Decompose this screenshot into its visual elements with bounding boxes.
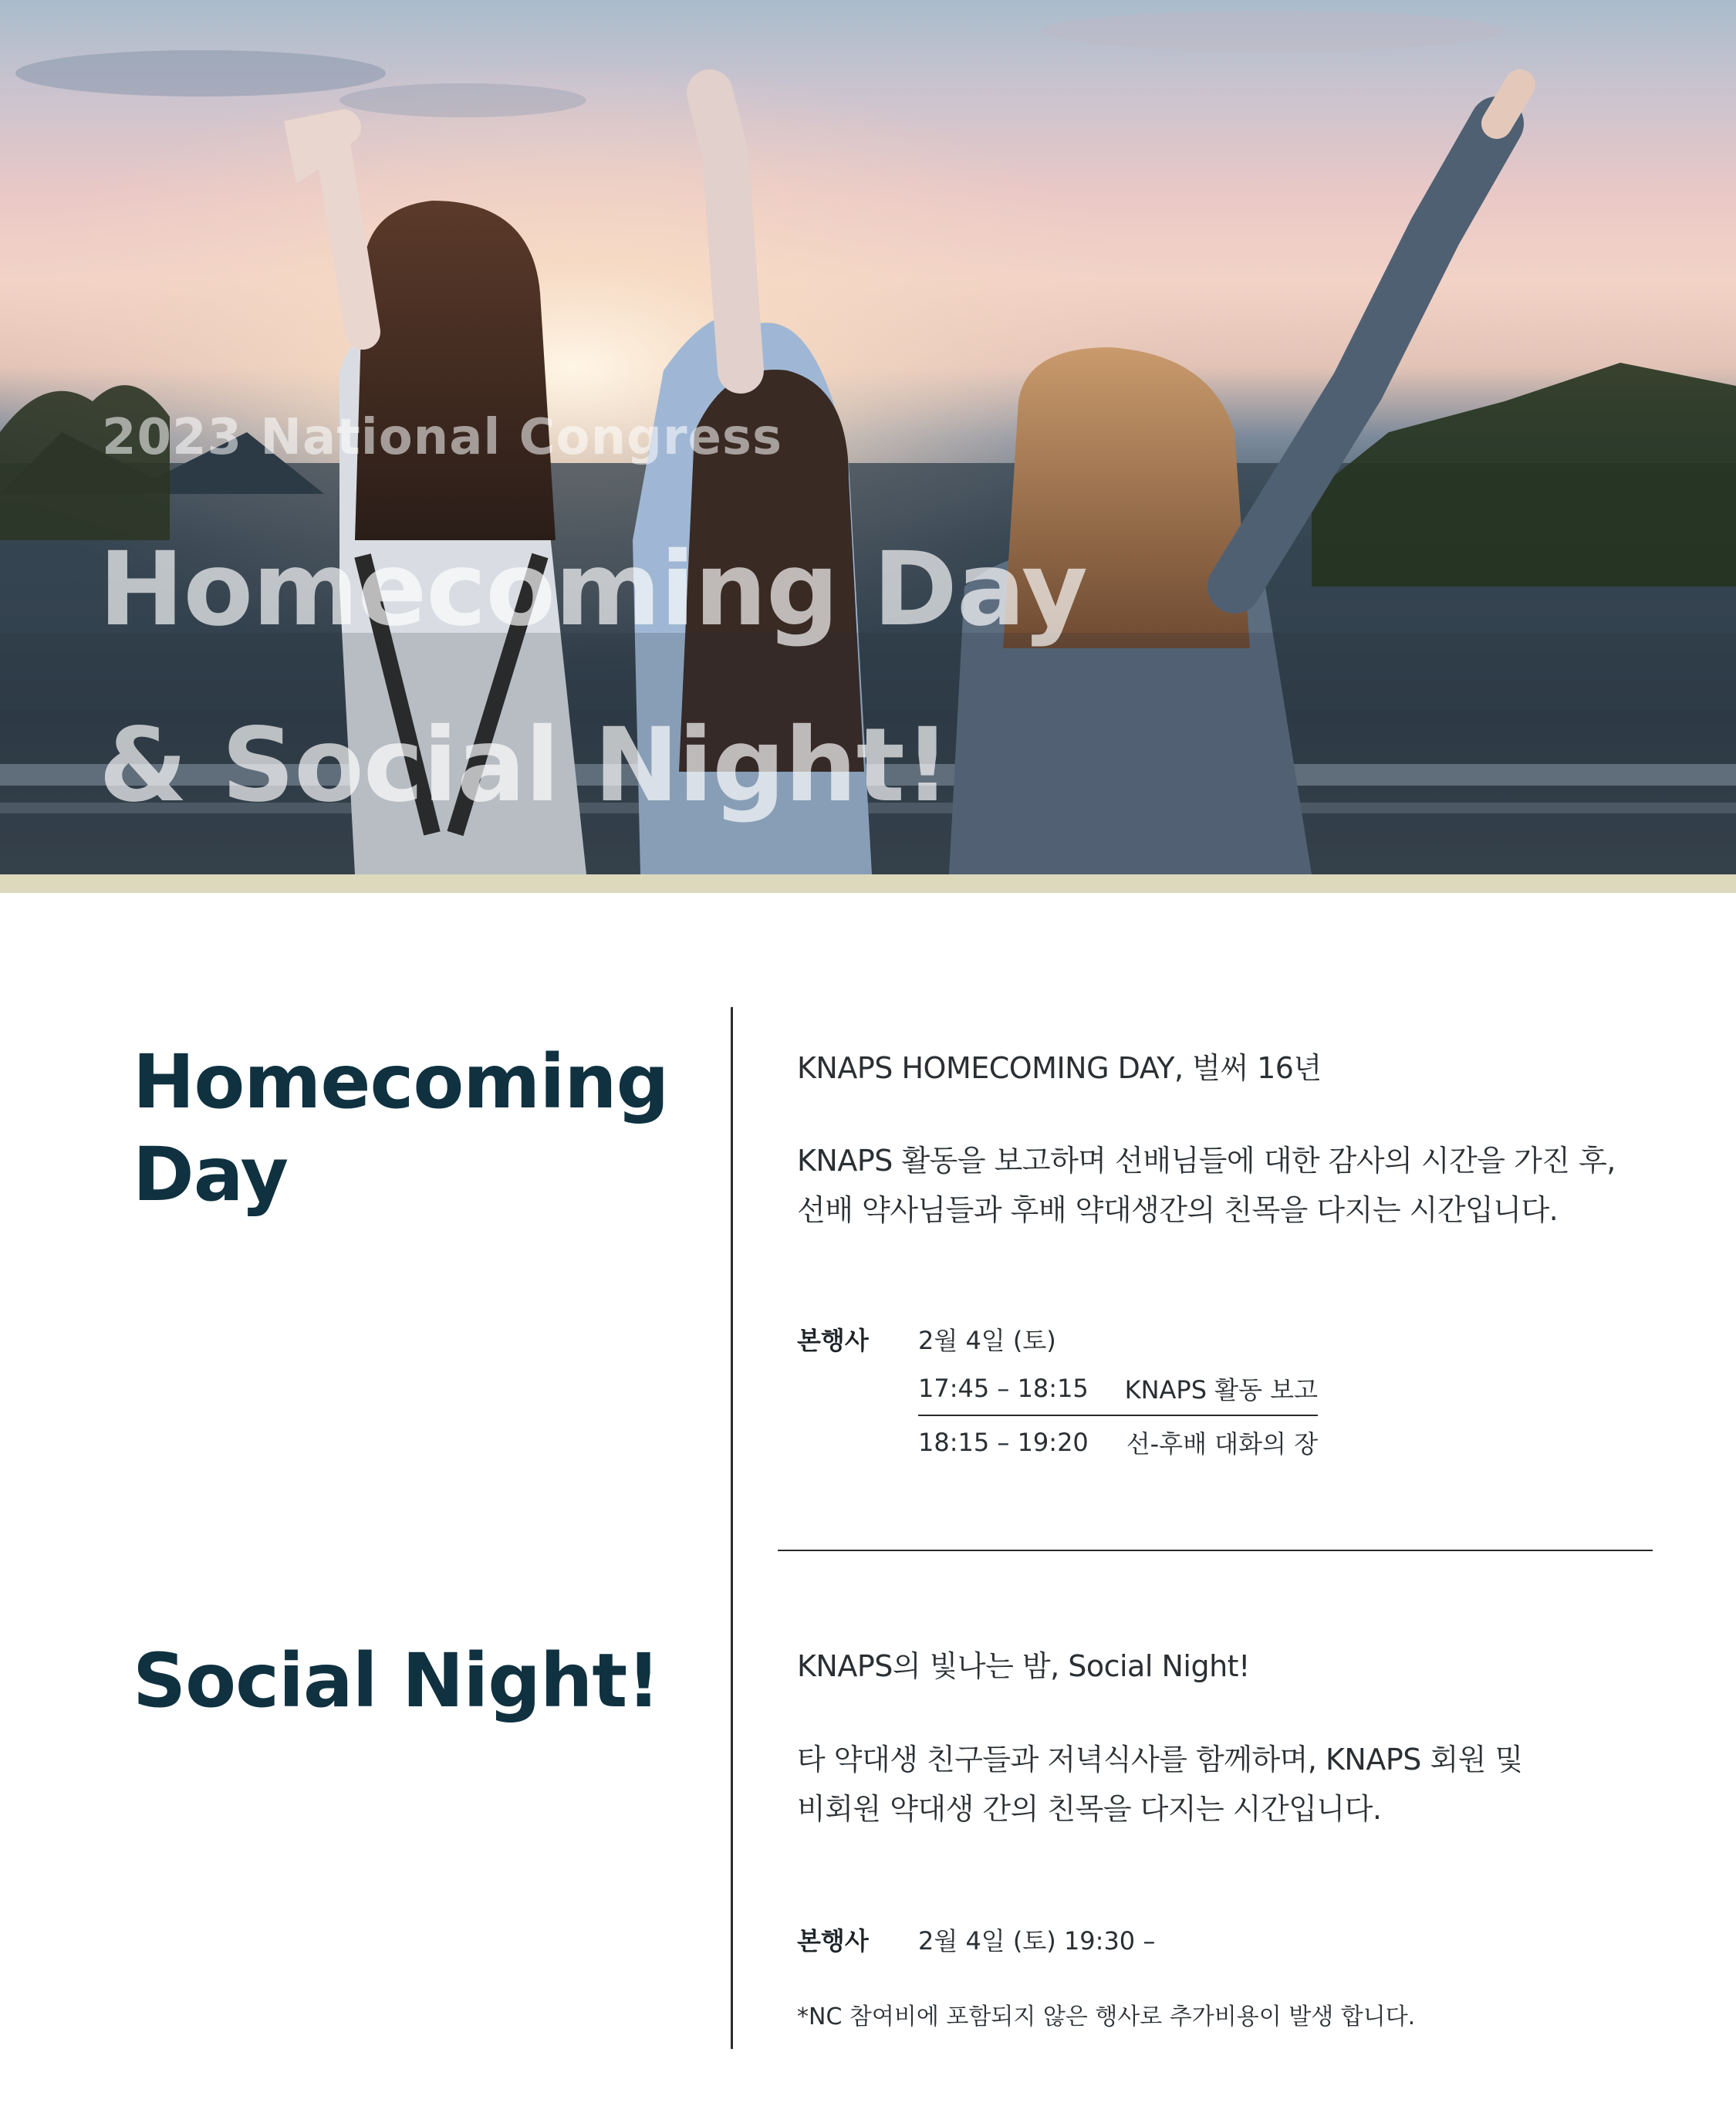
schedule-activity: KNAPS 활동 보고 — [1124, 1375, 1318, 1405]
section-divider — [778, 1550, 1653, 1551]
social-date: 2월 4일 (토) 19:30 – — [918, 1926, 1156, 1956]
homecoming-desc-line1: KNAPS 활동을 보고하며 선배님들에 대한 감사의 시간을 가진 후, — [797, 1144, 1616, 1178]
hero-title-line1: Homecoming Day — [99, 530, 1087, 649]
social-night-headline: KNAPS의 빛나는 밤, Social Night! — [797, 1649, 1250, 1683]
schedule-row — [918, 1416, 1318, 1469]
social-night-description — [797, 1735, 1523, 1834]
homecoming-headline: KNAPS HOMECOMING DAY, 벌써 16년 — [797, 1051, 1322, 1085]
schedule-time: 17:45 – 18:15 — [918, 1374, 1089, 1403]
social-event-label: 본행사 — [797, 1926, 869, 1956]
homecoming-date: 2월 4일 (토) — [918, 1326, 1056, 1355]
schedule-time: 18:15 – 19:20 — [918, 1428, 1089, 1457]
social-desc-line2: 비회원 약대생 간의 친목을 다지는 시간입니다. — [797, 1792, 1382, 1826]
social-cost-note: *NC 참여비에 포함되지 않은 행사로 추가비용이 발생 합니다. — [797, 2003, 1416, 2030]
homecoming-title-line2: Day — [133, 1131, 289, 1218]
hero-title-line2: & Social Night! — [99, 706, 951, 825]
hero-kicker: 2023 National Congress — [102, 409, 783, 466]
column-divider — [731, 1007, 733, 2049]
homecoming-title — [133, 1036, 668, 1221]
hero-bottom-stripe — [0, 874, 1736, 893]
schedule-activity: 선-후배 대화의 장 — [1126, 1429, 1318, 1459]
hero-title — [99, 502, 1087, 854]
homecoming-desc-line2: 선배 약사님들과 후배 약대생간의 친목을 다지는 시간입니다. — [797, 1193, 1559, 1227]
homecoming-event-label: 본행사 — [797, 1326, 869, 1355]
hero-banner — [0, 0, 1736, 874]
schedule-row — [918, 1362, 1318, 1416]
homecoming-title-line1: Homecoming — [133, 1039, 669, 1125]
homecoming-description — [797, 1136, 1616, 1235]
social-night-title: Social Night! — [133, 1638, 660, 1724]
social-desc-line1: 타 약대생 친구들과 저녁식사를 함께하며, KNAPS 회원 및 — [797, 1743, 1523, 1777]
